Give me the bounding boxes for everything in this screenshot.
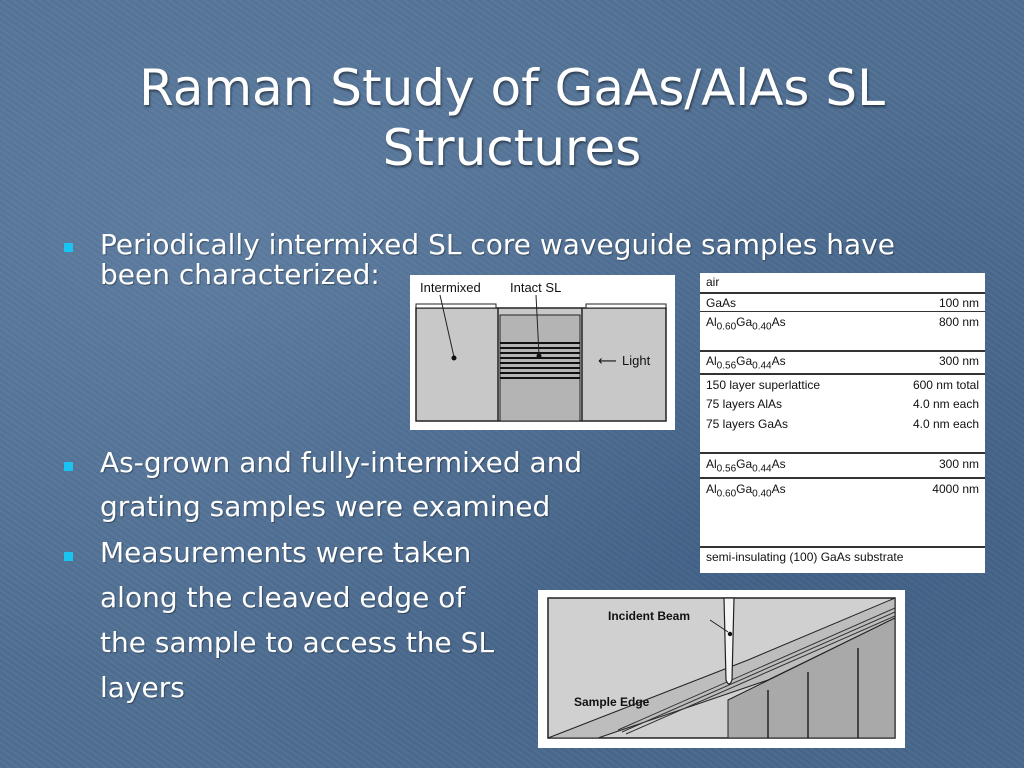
stack-row-label-html: $Al_{0.56}Ga_{0.44}As$ [706,354,786,372]
bullet-marker [64,243,73,252]
waveguide-diagram [410,275,675,430]
label-intermixed: Intermixed [420,280,481,295]
layer-stack-figure: air GaAs 100 nm $Al_{0.60}Ga_{0.40}As$ 800 nm $Al_{0.56}Ga_{0.44}As$ 300 nm 150 layer superlattice 600 nm total 75 layers AlAs 4.0 nm each 75 layers GaAs 4.0 nm each $Al_{0.56}Ga_{0.44}As$ 300 nm $Al_{0.60}Ga_{0.40}As$ 4000 nm semi-insulating (100) GaAs substrate [700,273,985,573]
layer-divider [700,477,985,479]
bullet-marker [64,462,73,471]
layer-divider [700,292,985,294]
bullet-3-line-1: Measurements were taken [100,536,472,569]
layer-divider [700,373,985,375]
stack-row-label-html: $Al_{0.56}Ga_{0.44}As$ [706,457,786,475]
bullet-1-line-1: Periodically intermixed SL core waveguide samples have [100,228,895,261]
stack-row-label-html: $Al_{0.60}Ga_{0.40}As$ [706,482,786,500]
label-intact-sl: Intact SL [510,280,562,295]
label-light: Light [622,353,651,368]
light-arrow-icon: ⟵ [598,354,617,369]
bullet-3-line-3: the sample to access the SL [100,626,495,659]
title-line-1: Raman Study of GaAs/AlAs SL [139,59,885,117]
bullet-3-line-2: along the cleaved edge of [100,581,466,614]
layer-divider [700,452,985,454]
title-line-2: Structures [382,119,642,177]
bullet-3-line-4: layers [100,671,185,704]
bullet-marker [64,552,73,561]
bullet-1-line-2: been characterized: [100,258,380,291]
bullet-2-line-2: grating samples were examined [100,490,551,523]
edge-figure [538,590,905,748]
label-incident-beam: Incident Beam [608,609,691,623]
layer-divider [700,311,985,312]
edge-diagram [538,590,905,748]
waveguide-figure [410,275,675,430]
stack-row-label-html: $Al_{0.60}Ga_{0.40}As$ [706,315,786,333]
layer-divider [700,350,985,352]
layer-divider [700,546,985,548]
label-sample-edge: Sample Edge [574,695,650,709]
slide-title [90,58,934,178]
bullet-2-line-1: As-grown and fully-intermixed and [100,446,583,479]
